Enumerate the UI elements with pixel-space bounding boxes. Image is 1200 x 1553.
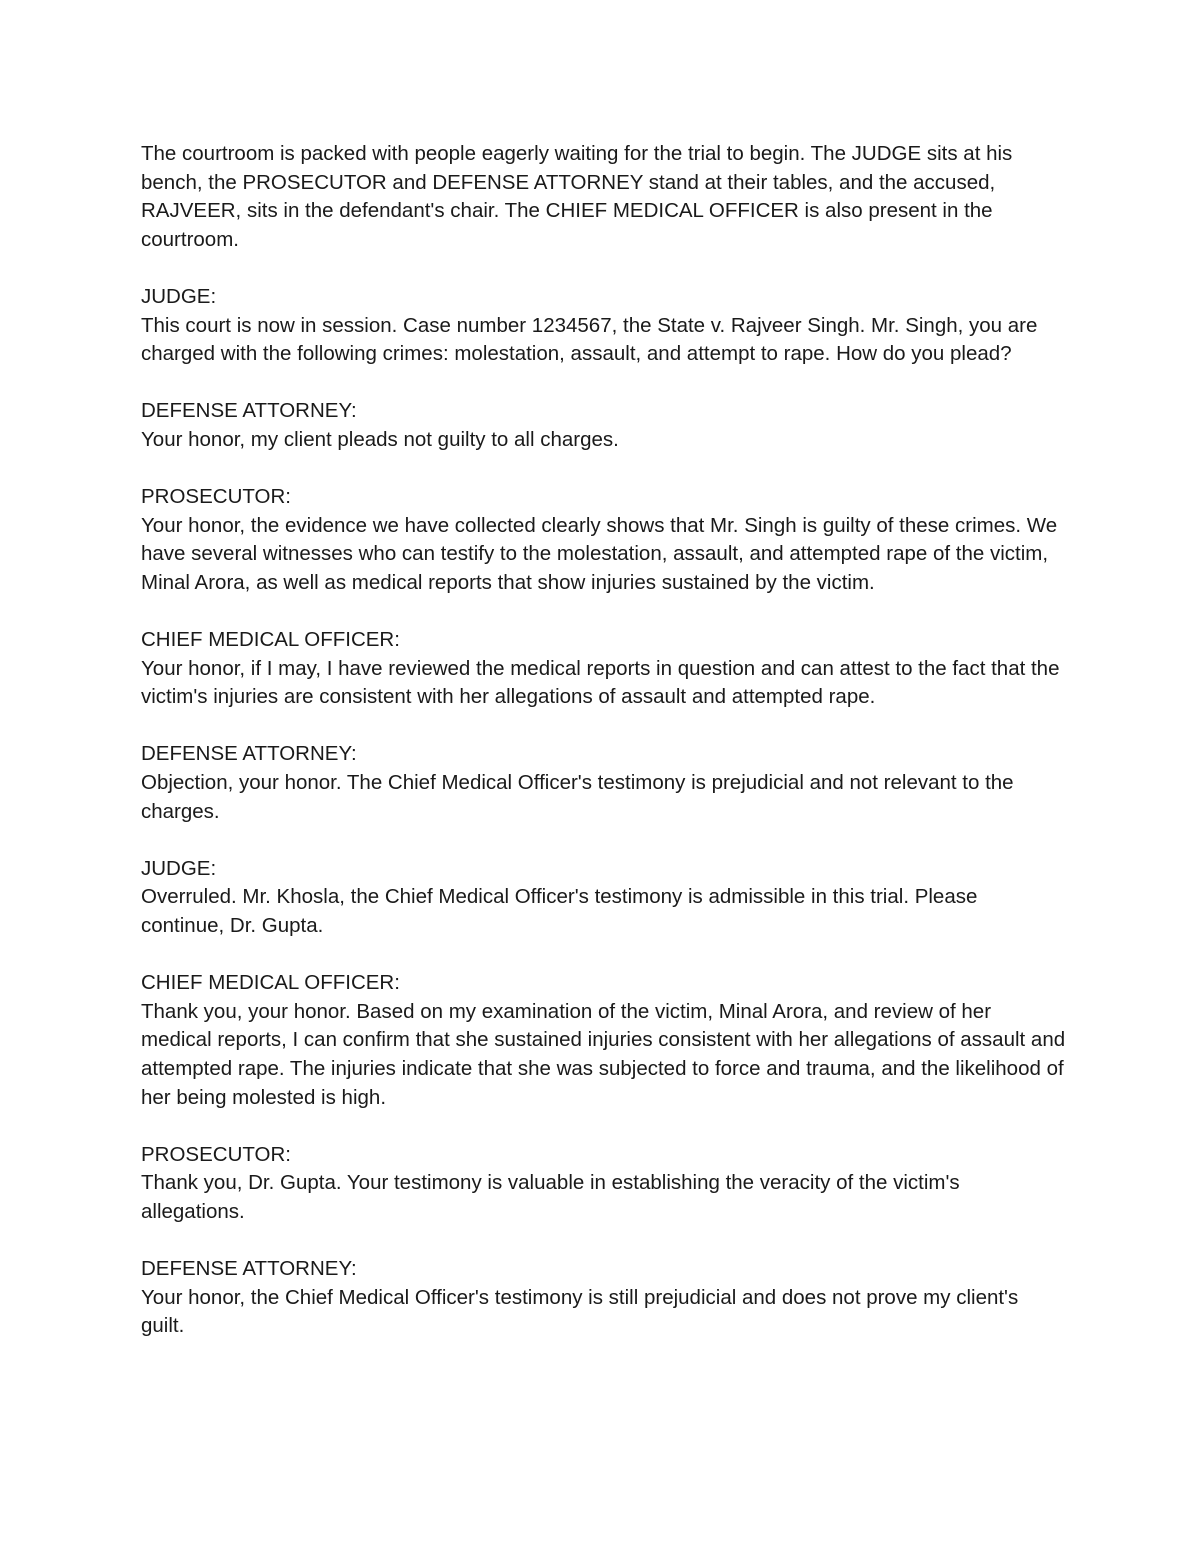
speech-text: Overruled. Mr. Khosla, the Chief Medical Officer's testimony is admissible in this trial. Please continue, Dr. Gupta.	[141, 885, 978, 938]
intro-paragraph: The courtroom is packed with people eagerly waiting for the trial to begin. The JUDGE sits at his bench, the PROSECUTOR and DEFENSE ATTORNEY stand at their tables, and the accused, RAJVEER, sits in the defendant's chair. The CHIEF MEDICAL OFFICER is also present in the courtroom.	[141, 142, 1013, 251]
speech-text: Your honor, the evidence we have collected clearly shows that Mr. Singh is guilty of these crimes. We have several witnesses who can testify to the molestation, assault, and attempted rape of the victim, Minal Arora, as well as medical reports that show injuries sustained by the victim.	[141, 513, 1058, 594]
speaker-label: PROSECUTOR:	[141, 1142, 291, 1166]
dialogue-block	[141, 740, 1066, 826]
speech-text: This court is now in session. Case number 1234567, the State v. Rajveer Singh. Mr. Singh, you are charged with the following crimes: molestation, assault, and attempt to rape. How do you plead?	[141, 313, 1038, 366]
speaker-label: PROSECUTOR:	[141, 485, 291, 509]
speaker-label: JUDGE:	[141, 284, 217, 308]
speaker-label: DEFENSE ATTORNEY:	[141, 1257, 357, 1281]
speech-text: Your honor, the Chief Medical Officer's testimony is still prejudicial and does not prove my client's guilt.	[141, 1285, 1019, 1338]
dialogue-block	[141, 1141, 1066, 1227]
document-body	[141, 140, 1066, 1370]
dialogue-block	[141, 969, 1066, 1112]
speaker-label: CHIEF MEDICAL OFFICER:	[141, 628, 400, 652]
speech-text: Thank you, Dr. Gupta. Your testimony is valuable in establishing the veracity of the victim's allegations.	[141, 1171, 960, 1223]
speaker-label: DEFENSE ATTORNEY:	[141, 742, 357, 766]
speaker-label: JUDGE:	[141, 856, 217, 880]
dialogue-block	[141, 1255, 1066, 1341]
dialogue-block	[141, 626, 1066, 712]
dialogue-block	[141, 283, 1066, 369]
speech-text: Thank you, your honor. Based on my examination of the victim, Minal Arora, and review of her medical reports, I can confirm that she sustained injuries consistent with her allegations of assault and attempted rape. The injuries indicate that she was subjected to force and trauma, and the likelihood of her being molested is high.	[141, 999, 1066, 1109]
speech-text: Your honor, my client pleads not guilty to all charges.	[141, 427, 619, 451]
speech-text: Your honor, if I may, I have reviewed the medical reports in question and can attest to the fact that the victim's injuries are consistent with her allegations of assault and attempted rape.	[141, 656, 1060, 709]
dialogue-block	[141, 397, 1066, 454]
speaker-label: CHIEF MEDICAL OFFICER:	[141, 971, 400, 995]
speaker-label: DEFENSE ATTORNEY:	[141, 399, 357, 423]
speech-text: Objection, your honor. The Chief Medical Officer's testimony is prejudicial and not relevant to the charges.	[141, 771, 1014, 823]
dialogue-block	[141, 483, 1066, 597]
dialogue-block	[141, 855, 1066, 941]
